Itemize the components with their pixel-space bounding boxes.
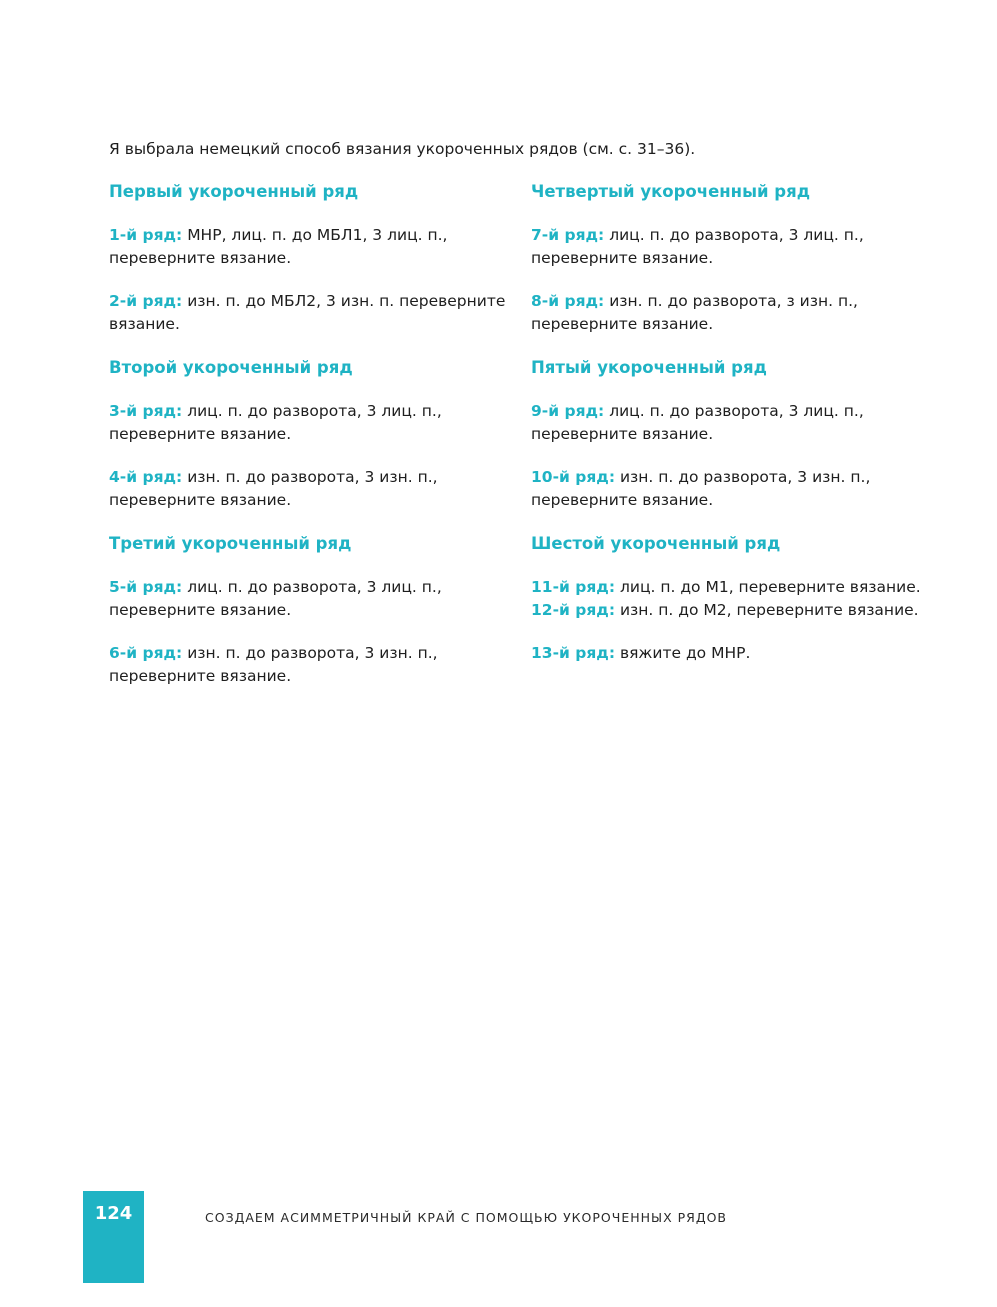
row-text: изн. п. до МБЛ2, 3 изн. п. переверните вязание. (109, 292, 506, 333)
row-instruction (531, 400, 941, 446)
row-text: лиц. п. до разворота, 3 лиц. п., переверните вязание. (109, 578, 442, 619)
row-instruction (109, 224, 519, 270)
section-third-short-row (109, 532, 519, 688)
row-instruction (531, 599, 941, 622)
row-text: вяжите до МНР. (619, 644, 751, 662)
section-title: Четвертый укороченный ряд (531, 182, 811, 201)
section-first-short-row (109, 180, 519, 336)
section-fourth-short-row (531, 180, 941, 336)
left-column (109, 180, 519, 708)
row-label: 11-й ряд: (531, 578, 616, 596)
row-instruction (109, 400, 519, 446)
row-text: лиц. п. до М1, переверните вязание. (619, 578, 921, 596)
row-instruction (531, 576, 941, 599)
row-label: 8-й ряд: (531, 292, 605, 310)
row-text: МНР, лиц. п. до МБЛ1, 3 лиц. п., переверните вязание. (109, 226, 448, 267)
row-label: 1-й ряд: (109, 226, 183, 244)
running-title: СОЗДАЕМ АСИММЕТРИЧНЫЙ КРАЙ С ПОМОЩЬЮ УКОРОЧЕННЫХ РЯДОВ (205, 1210, 728, 1225)
intro-paragraph: Я выбрала немецкий способ вязания укороченных рядов (см. с. 31–36). (109, 140, 696, 158)
row-label: 12-й ряд: (531, 601, 616, 619)
section-title: Первый укороченный ряд (109, 182, 359, 201)
row-label: 13-й ряд: (531, 644, 616, 662)
row-label: 9-й ряд: (531, 402, 605, 420)
section-title: Третий укороченный ряд (109, 534, 352, 553)
section-title: Пятый укороченный ряд (531, 358, 767, 377)
section-title: Второй укороченный ряд (109, 358, 353, 377)
row-instruction (531, 290, 941, 336)
right-column (531, 180, 941, 685)
row-text: изн. п. до разворота, з изн. п., переверните вязание. (531, 292, 858, 333)
section-second-short-row (109, 356, 519, 512)
row-text: лиц. п. до разворота, 3 лиц. п., переверните вязание. (531, 402, 864, 443)
row-instruction (531, 642, 941, 665)
row-label: 7-й ряд: (531, 226, 605, 244)
row-label: 5-й ряд: (109, 578, 183, 596)
row-text: изн. п. до разворота, 3 изн. п., переверните вязание. (109, 468, 438, 509)
row-text: изн. п. до разворота, 3 изн. п., переверните вязание. (531, 468, 871, 509)
row-instruction (531, 466, 941, 512)
row-text: лиц. п. до разворота, 3 лиц. п., переверните вязание. (531, 226, 864, 267)
row-label: 4-й ряд: (109, 468, 183, 486)
row-text: лиц. п. до разворота, 3 лиц. п., переверните вязание. (109, 402, 442, 443)
row-label: 3-й ряд: (109, 402, 183, 420)
row-text: изн. п. до М2, переверните вязание. (619, 601, 919, 619)
row-label: 2-й ряд: (109, 292, 183, 310)
page-number-tab (83, 1191, 144, 1283)
row-instruction (109, 290, 519, 336)
row-instruction (109, 466, 519, 512)
section-fifth-short-row (531, 356, 941, 512)
row-label: 6-й ряд: (109, 644, 183, 662)
row-instruction (109, 576, 519, 622)
row-text: изн. п. до разворота, 3 изн. п., переверните вязание. (109, 644, 438, 685)
section-sixth-short-row (531, 532, 941, 665)
page-number: 124 (94, 1203, 133, 1224)
section-title: Шестой укороченный ряд (531, 534, 781, 553)
row-instruction (109, 642, 519, 688)
row-label: 10-й ряд: (531, 468, 616, 486)
row-instruction (531, 224, 941, 270)
